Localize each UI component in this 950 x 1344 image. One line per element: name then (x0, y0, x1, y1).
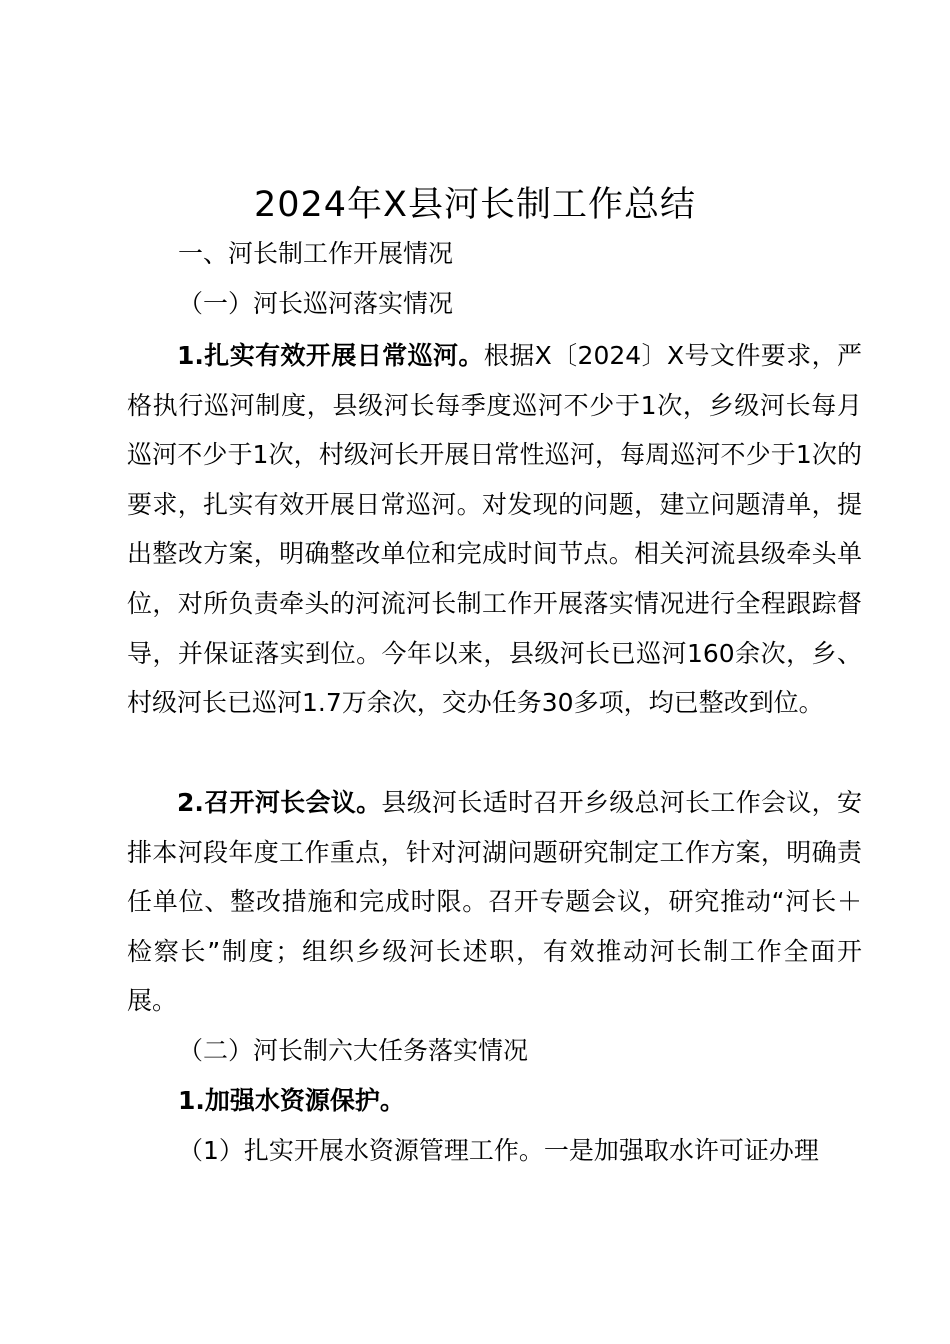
subsection-heading-2: （二）河长制六大任务落实情况 (178, 1036, 529, 1065)
paragraph-river-chief-meeting (127, 778, 862, 1026)
paragraph-daily-patrol (127, 331, 862, 728)
paragraph-body-daily-patrol: 根据X〔2024〕X号文件要求，严格执行巡河制度，县级河长每季度巡河不少于1次，乡级河长每月巡河不少于1次，村级河长开展日常性巡河，每周巡河不少于1次的要求，扎实有效开展日常巡河。对发现的问题，建立问题清单，提出整改方案，明确整改单位和完成时间节点。相关河流县级牵头单位，对所负责牵头的河流河长制工作开展落实情况进行全程跟踪督导，并保证落实到位。今年以来，县级河长已巡河160余次，乡、村级河长已巡河1.7万余次，交办任务30多项，均已整改到位。 (127, 341, 862, 718)
paragraph-body-meeting: 县级河长适时召开乡级总河长工作会议，安排本河段年度工作重点，针对河湖问题研究制定工作方案，明确责任单位、整改措施和完成时限。召开专题会议，研究推动“河长＋检察长”制度；组织乡级河长述职，有效推动河长制工作全面开展。 (127, 788, 862, 1016)
section-heading-1: 一、河长制工作开展情况 (178, 239, 454, 268)
document-title: 2024年X县河长制工作总结 (253, 185, 697, 225)
paragraph-water-management: （1）扎实开展水资源管理工作。一是加强取水许可证办理 (178, 1136, 819, 1165)
subsection-heading-1: （一）河长巡河落实情况 (178, 289, 454, 318)
paragraph-heading-meeting: 2.召开河长会议。 (177, 788, 382, 817)
paragraph-heading-water-resources: 1.加强水资源保护。 (178, 1086, 405, 1115)
paragraph-heading-daily-patrol: 1.扎实有效开展日常巡河。 (177, 341, 484, 370)
